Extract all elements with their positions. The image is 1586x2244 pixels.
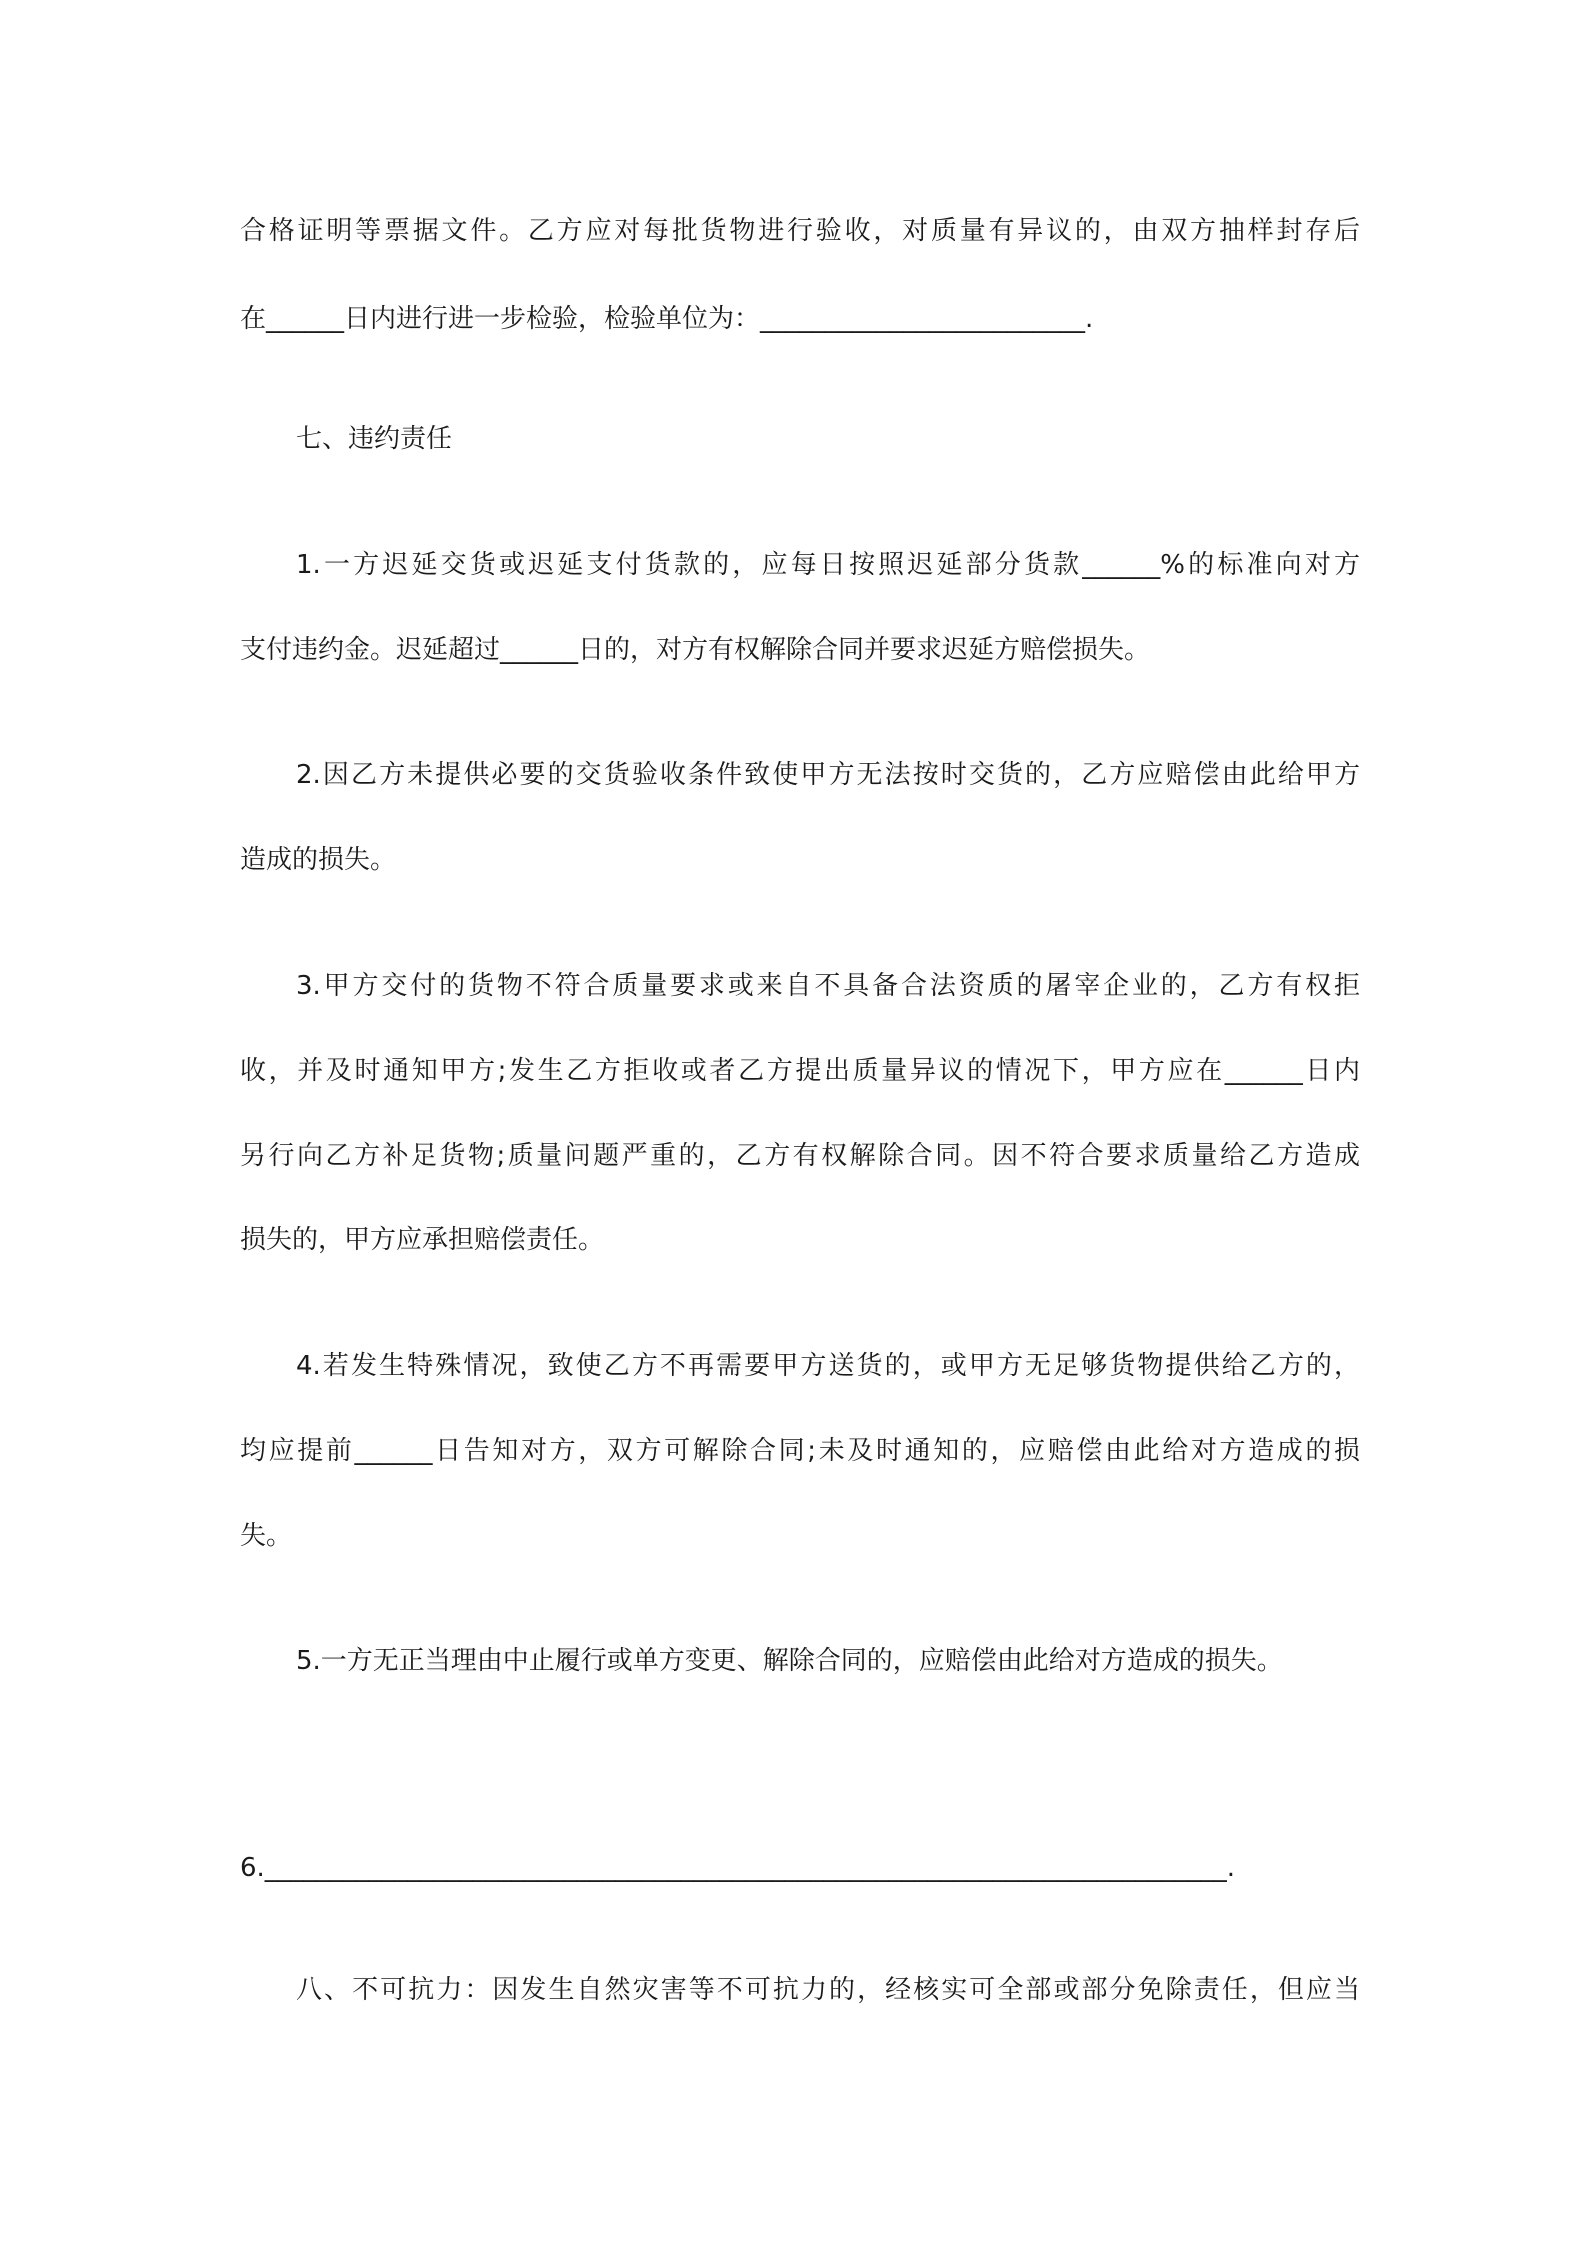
paragraph-line: 收，并及时通知甲方;发生乙方拒收或者乙方提出质量异议的情况下，甲方应在______日内 [240, 1056, 1360, 1086]
section-heading-force-majeure: 八、不可抗力：因发生自然灾害等不可抗力的，经核实可全部或部分免除责任，但应当 [296, 1975, 1360, 2005]
paragraph-line: 4.若发生特殊情况，致使乙方不再需要甲方送货的，或甲方无足够货物提供给乙方的， [296, 1351, 1360, 1381]
section-heading-breach-liability: 七、违约责任 [296, 424, 453, 454]
paragraph-line: 合格证明等票据文件。乙方应对每批货物进行验收，对质量有异议的，由双方抽样封存后 [240, 216, 1360, 246]
paragraph-line: 均应提前______日告知对方，双方可解除合同;未及时通知的，应赔偿由此给对方造成的损 [240, 1436, 1360, 1466]
paragraph-line: 造成的损失。 [240, 845, 397, 875]
paragraph-line: 1.一方迟延交货或迟延支付货款的，应每日按照迟延部分货款______%的标准向对方 [296, 550, 1360, 580]
paragraph-line: 损失的，甲方应承担赔偿责任。 [240, 1225, 605, 1255]
paragraph-line: 支付违约金。迟延超过______日的，对方有权解除合同并要求迟延方赔偿损失。 [240, 635, 1151, 665]
paragraph-line: 失。 [240, 1521, 293, 1551]
paragraph-line: 在______日内进行进一步检验，检验单位为：_________________________. [240, 304, 1094, 334]
paragraph-line: 另行向乙方补足货物;质量问题严重的，乙方有权解除合同。因不符合要求质量给乙方造成 [240, 1141, 1360, 1171]
paragraph-line: 3.甲方交付的货物不符合质量要求或来自不具备合法资质的屠宰企业的，乙方有权拒 [296, 971, 1360, 1001]
paragraph-line: 5.一方无正当理由中止履行或单方变更、解除合同的，应赔偿由此给对方造成的损失。 [296, 1646, 1283, 1676]
paragraph-line: 6.__________________________________________________________________________. [240, 1853, 1236, 1883]
paragraph-line: 2.因乙方未提供必要的交货验收条件致使甲方无法按时交货的，乙方应赔偿由此给甲方 [296, 760, 1360, 790]
